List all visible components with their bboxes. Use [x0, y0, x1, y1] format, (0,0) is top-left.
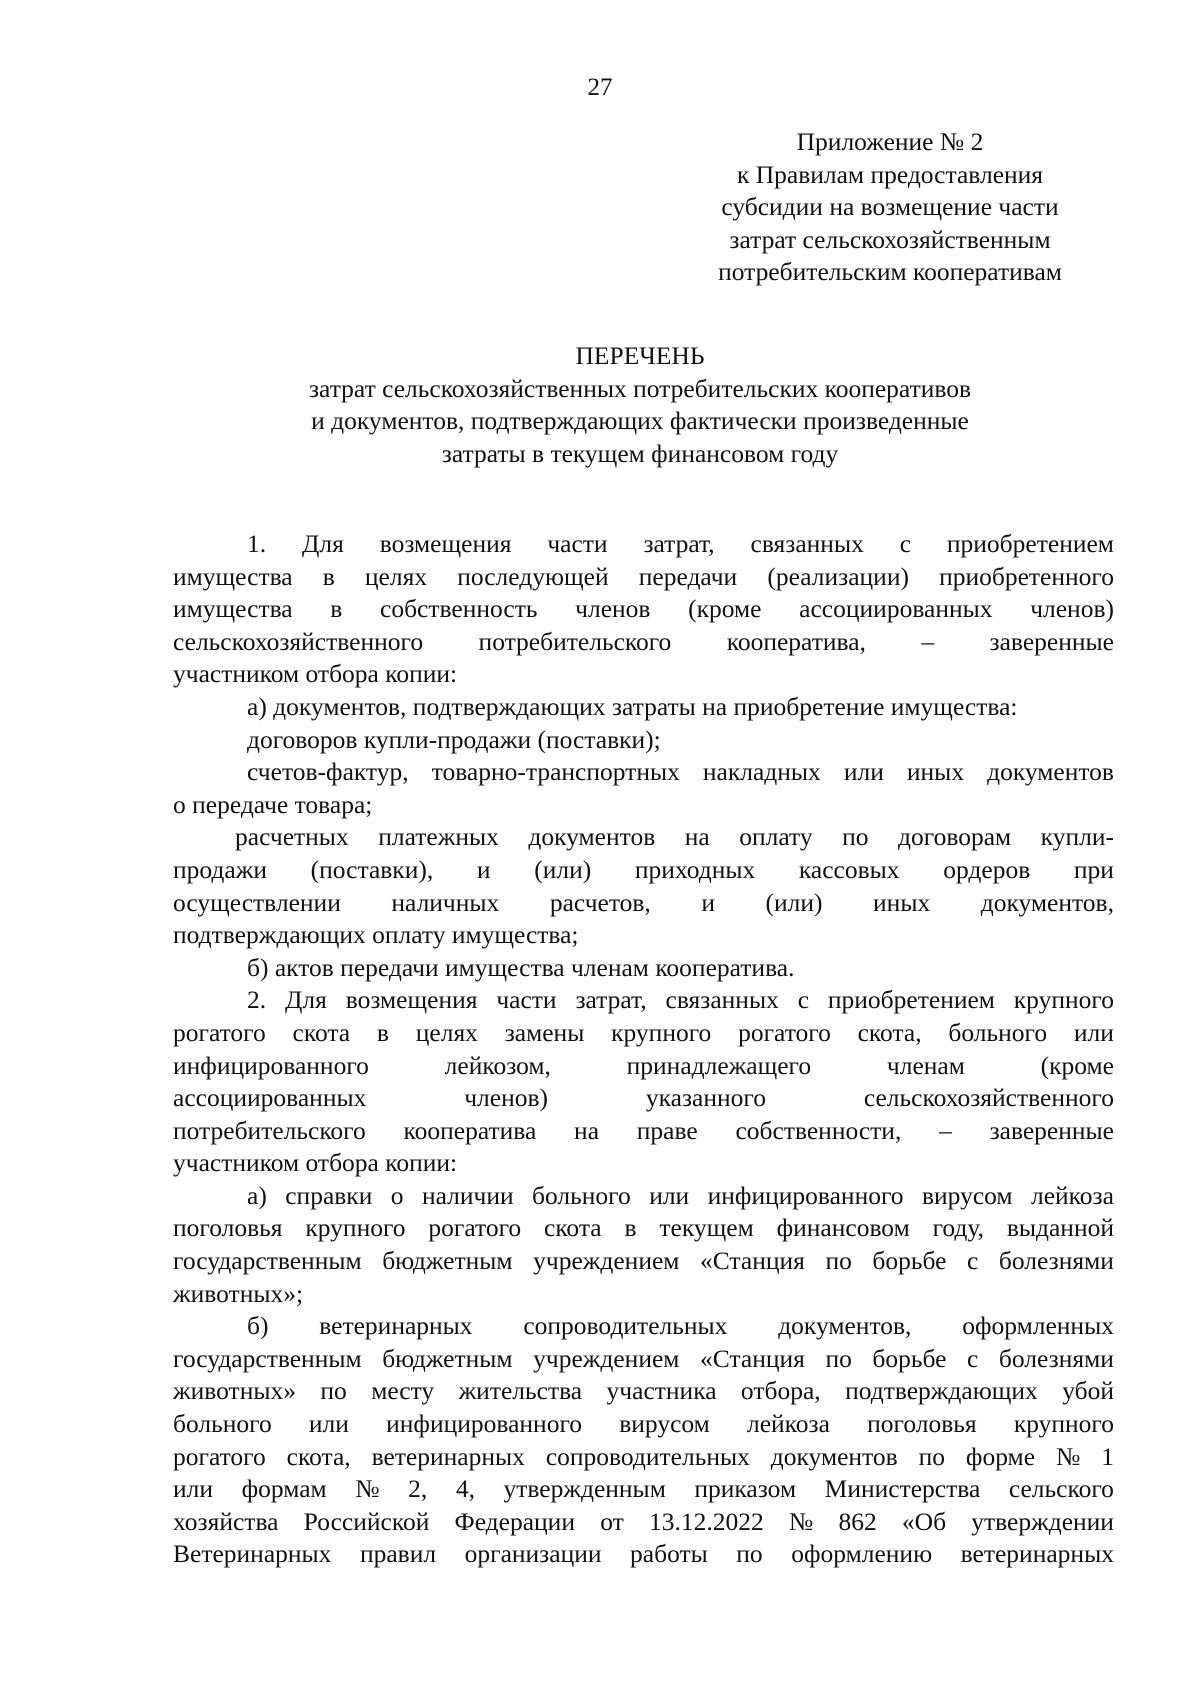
body-line — [173, 1375, 1114, 1408]
appendix-header — [660, 126, 1120, 289]
body-line — [173, 887, 1114, 920]
body-word: формам — [241, 1474, 327, 1504]
body-word: инфицированного — [707, 1180, 904, 1210]
body-word: потребительского — [478, 626, 672, 656]
body-word: документов, — [980, 887, 1114, 917]
body-word: текущем — [659, 1213, 754, 1243]
body-line — [173, 1245, 1114, 1278]
body-word: оформлению — [791, 1539, 933, 1569]
body-word: бюджетным — [382, 1343, 513, 1373]
body-word: № — [355, 1474, 380, 1504]
body-line — [173, 756, 1114, 789]
body-word: утвержденным — [503, 1474, 666, 1504]
body-word: жительства — [458, 1376, 583, 1406]
appendix-line: потребительским кооперативам — [718, 257, 1062, 286]
body-word: Для — [284, 985, 327, 1015]
body-word: по — [825, 1343, 852, 1373]
body-word: членам — [886, 1050, 965, 1080]
body-word: осуществлении — [173, 887, 341, 917]
body-word: 4, — [455, 1474, 475, 1504]
body-word: заверенные — [989, 626, 1114, 656]
body-word: году, — [932, 1213, 984, 1243]
body-word: бюджетным — [382, 1246, 513, 1276]
body-line — [173, 1538, 1114, 1571]
body-word: с — [797, 985, 810, 1015]
body-word: убой — [1062, 1376, 1114, 1406]
body-word: договорам — [898, 822, 1012, 852]
body-word: рогатого — [173, 1017, 266, 1047]
body-word: (или) — [534, 854, 592, 884]
body-word: скота, — [286, 1441, 351, 1471]
body-word: или — [843, 757, 884, 787]
body-word: части — [547, 529, 608, 558]
body-line — [173, 1115, 1114, 1148]
body-line: о передаче товара; — [173, 789, 373, 819]
body-word: крупного — [1013, 1409, 1114, 1439]
body-word: «Станция — [700, 1246, 805, 1276]
body-line — [173, 1050, 1114, 1083]
heading-title: ПЕРЕЧЕНЬ — [575, 341, 705, 370]
body-word: в — [330, 594, 343, 624]
heading-subtitle-line: и документов, подтверждающих фактически произведенные — [311, 406, 969, 435]
body-line — [173, 1506, 1114, 1539]
body-word: месту — [371, 1376, 435, 1406]
body-word: кооператива — [403, 1115, 537, 1145]
body-word: собственность — [380, 594, 538, 624]
body-word: наличных — [391, 887, 500, 917]
body-line — [173, 1180, 1114, 1213]
body-word: (кроме — [688, 594, 762, 624]
body-word: финансовом — [776, 1213, 910, 1243]
appendix-line: Приложение № 2 — [796, 127, 984, 156]
body-line: б) актов передачи имущества членам кооператива. — [247, 952, 795, 982]
body-word: инфицированного — [386, 1409, 583, 1439]
body-line — [173, 984, 1114, 1017]
body-word: с — [967, 1343, 979, 1373]
body-word: приобретением — [946, 529, 1114, 558]
appendix-line: к Правилам предоставления — [736, 159, 1044, 189]
body-word: выданной — [1006, 1213, 1114, 1243]
body-word: или — [308, 1409, 349, 1439]
body-word: организации — [464, 1539, 602, 1569]
body-word: продажи — [173, 854, 267, 884]
body-word: поголовья — [867, 1409, 977, 1439]
body-word: хозяйства — [173, 1506, 279, 1536]
body-line — [173, 1473, 1114, 1506]
body-line — [173, 626, 1114, 659]
heading-subtitle-line: затрат сельскохозяйственных потребительских кооперативов — [308, 373, 972, 403]
body-word: рогатого — [428, 1213, 522, 1243]
body-word: вирусом — [921, 1180, 1013, 1210]
body-word: 2, — [408, 1474, 428, 1504]
body-word: № — [788, 1506, 814, 1536]
body-word: о — [390, 1180, 404, 1210]
body-word: б) — [247, 1311, 269, 1341]
body-word: лейкоза — [1030, 1180, 1114, 1210]
body-word: справки — [285, 1180, 373, 1210]
body-word: оплату — [739, 822, 813, 852]
body-word: купли- — [1040, 822, 1114, 852]
body-line — [173, 593, 1114, 626]
body-word: имущества — [173, 594, 293, 624]
body-word: работы — [630, 1539, 708, 1569]
body-word: скота — [544, 1213, 602, 1243]
body-word: целях — [415, 1017, 478, 1047]
body-word: государственным — [173, 1343, 362, 1373]
body-word: ветеринарных — [371, 1441, 525, 1471]
body-word: крупного — [1013, 985, 1114, 1015]
body-word: по — [320, 1376, 347, 1406]
body-word: животных» — [173, 1376, 296, 1406]
body-word: или — [649, 1180, 690, 1210]
body-word: (кроме — [1040, 1050, 1114, 1080]
body-word: имущества — [173, 561, 293, 591]
body-line — [173, 528, 1114, 561]
body-word: учреждением — [533, 1343, 680, 1373]
body-word: платежных — [378, 822, 499, 852]
body-line — [173, 1343, 1114, 1376]
body-word: ордеров — [943, 854, 1031, 884]
body-word: борьбе — [872, 1246, 947, 1276]
body-word: кооператива, — [726, 626, 866, 656]
body-word: подтверждающих — [845, 1376, 1038, 1406]
document-heading — [160, 340, 1120, 470]
body-word: с — [899, 529, 912, 558]
body-word: в — [376, 1017, 389, 1047]
body-word: 1. — [247, 529, 267, 558]
body-word: больного — [173, 1409, 272, 1439]
body-line — [173, 561, 1114, 594]
body-word: сельскохозяйственного — [863, 1083, 1114, 1113]
body-word: или — [173, 1474, 214, 1504]
body-word: счетов-фактур, — [247, 757, 409, 787]
body-word: части — [496, 985, 557, 1015]
body-word: указанного — [645, 1083, 766, 1113]
body-word: возмещения — [379, 529, 512, 558]
body-word: в — [322, 561, 335, 591]
body-word: Министерства — [824, 1474, 981, 1504]
body-word: документов, — [778, 1311, 912, 1341]
body-word: – — [939, 1115, 952, 1145]
body-word: членов) — [1030, 594, 1114, 624]
body-word: на — [574, 1115, 600, 1145]
heading-subtitle-line: затраты в текущем финансовом году — [441, 438, 839, 468]
body-word: скота, — [857, 1017, 922, 1047]
body-word: борьбе — [872, 1343, 947, 1373]
body-word: сопроводительных — [523, 1311, 728, 1341]
body-word: – — [921, 626, 935, 656]
body-word: последующей — [457, 561, 609, 591]
body-word: с — [967, 1246, 979, 1276]
body-word: по — [842, 822, 869, 852]
body-word: иных — [873, 887, 931, 917]
body-word: принадлежащего — [626, 1050, 812, 1080]
body-word: сопроводительных — [545, 1441, 750, 1471]
body-word: «Станция — [700, 1343, 805, 1373]
body-word: Для — [301, 529, 344, 558]
body-word: целях — [364, 561, 428, 591]
body-line: животных»; — [173, 1278, 304, 1308]
body-line: подтверждающих оплату имущества; — [173, 920, 579, 950]
body-word: оформленных — [962, 1311, 1114, 1341]
body-word: приобретенного — [939, 561, 1114, 591]
body-word: отбора, — [740, 1376, 821, 1406]
body-word: лейкоза — [746, 1409, 830, 1439]
body-word: расчетов, — [549, 887, 651, 917]
page-number: 27 — [587, 74, 613, 101]
body-word: учреждением — [533, 1246, 680, 1276]
body-word: Ветеринарных — [173, 1539, 332, 1569]
body-word: крупного — [611, 1017, 712, 1047]
body-word: (поставки), — [310, 854, 434, 884]
body-word: ветеринарных — [960, 1539, 1114, 1569]
body-word: приходных — [634, 854, 756, 884]
body-word: связанных — [750, 529, 864, 558]
body-word: (реализации) — [767, 561, 909, 591]
body-word: 1 — [1101, 1441, 1114, 1471]
body-word: правил — [359, 1539, 437, 1569]
body-word: по — [825, 1246, 852, 1276]
document-body — [173, 528, 1114, 1571]
body-word: 2. — [247, 985, 267, 1015]
body-word: собственности, — [735, 1115, 902, 1145]
body-word: сельскохозяйственного — [173, 626, 424, 656]
body-word: болезнями — [998, 1246, 1114, 1276]
appendix-line: затрат сельскохозяйственным — [729, 224, 1051, 254]
body-line: участником отбора копии: — [173, 659, 458, 689]
body-word: Федерации — [454, 1506, 575, 1536]
body-word: документов — [528, 822, 656, 852]
body-word: «Об — [901, 1506, 947, 1536]
body-word: скота — [292, 1017, 351, 1047]
body-word: приказом — [694, 1474, 797, 1504]
body-word: от — [600, 1506, 624, 1536]
body-word: расчетных — [235, 822, 349, 852]
body-word: 13.12.2022 — [648, 1506, 764, 1536]
body-line — [173, 1408, 1114, 1441]
body-word: крупного — [305, 1213, 406, 1243]
body-word: ассоциированных — [799, 594, 993, 624]
body-word: накладных — [702, 757, 821, 787]
body-word: передачи — [638, 561, 738, 591]
body-line — [173, 854, 1114, 887]
body-word: № — [1055, 1441, 1081, 1471]
body-word: больного — [948, 1017, 1048, 1047]
body-word: форме — [965, 1441, 1036, 1471]
body-word: инфицированного — [173, 1050, 369, 1080]
body-word: затрат, — [575, 985, 647, 1015]
body-word: больного — [532, 1180, 631, 1210]
body-line: договоров купли-продажи (поставки); — [247, 724, 661, 754]
body-line — [173, 1017, 1114, 1050]
body-word: приобретением — [827, 985, 995, 1015]
body-word: при — [1073, 854, 1114, 884]
body-word: заверенные — [989, 1115, 1114, 1145]
body-word: утверждении — [971, 1506, 1114, 1536]
body-line — [173, 1212, 1114, 1245]
body-word: документов — [770, 1441, 898, 1471]
body-word: потребительского — [173, 1115, 366, 1145]
body-line: участником отбора копии: — [173, 1148, 458, 1178]
body-word: государственным — [173, 1246, 362, 1276]
body-word: и — [701, 887, 715, 917]
body-word: сельского — [1008, 1474, 1114, 1504]
body-word: затрат, — [643, 529, 715, 558]
body-word: замены — [504, 1017, 585, 1047]
appendix-line: субсидии на возмещение части — [721, 192, 1059, 221]
body-word: кассовых — [798, 854, 900, 884]
body-line — [173, 1441, 1114, 1474]
body-word: по — [918, 1441, 945, 1471]
body-word: документов — [987, 757, 1114, 787]
body-word: болезнями — [998, 1343, 1114, 1373]
body-word: и — [476, 854, 491, 884]
body-line — [173, 1082, 1114, 1115]
body-word: на — [684, 822, 710, 852]
body-word: 862 — [838, 1506, 877, 1536]
body-line — [173, 1310, 1114, 1343]
body-word: рогатого — [738, 1017, 831, 1047]
body-line: а) документов, подтверждающих затраты на приобретение имущества: — [247, 691, 1018, 721]
body-word: иных — [906, 757, 965, 787]
body-word: членов) — [464, 1083, 549, 1113]
body-word: ассоциированных — [173, 1083, 367, 1113]
body-word: праве — [636, 1115, 698, 1145]
body-word: товарно-транспортных — [431, 757, 680, 787]
body-word: в — [624, 1213, 637, 1243]
body-word: рогатого — [173, 1441, 266, 1471]
body-word: поголовья — [173, 1213, 283, 1243]
body-word: или — [1073, 1017, 1114, 1047]
body-word: возмещения — [345, 985, 478, 1015]
body-word: членов — [575, 594, 651, 624]
body-word: Российской — [303, 1506, 430, 1536]
body-line — [173, 821, 1114, 854]
body-word: участника — [606, 1376, 717, 1406]
body-word: связанных — [665, 985, 779, 1015]
body-word: а) — [247, 1180, 267, 1210]
body-word: лейкозом, — [444, 1050, 551, 1080]
body-word: по — [736, 1539, 763, 1569]
body-word: (или) — [765, 887, 823, 917]
body-word: наличии — [421, 1180, 514, 1210]
body-word: вирусом — [619, 1409, 710, 1439]
body-word: ветеринарных — [319, 1311, 473, 1341]
